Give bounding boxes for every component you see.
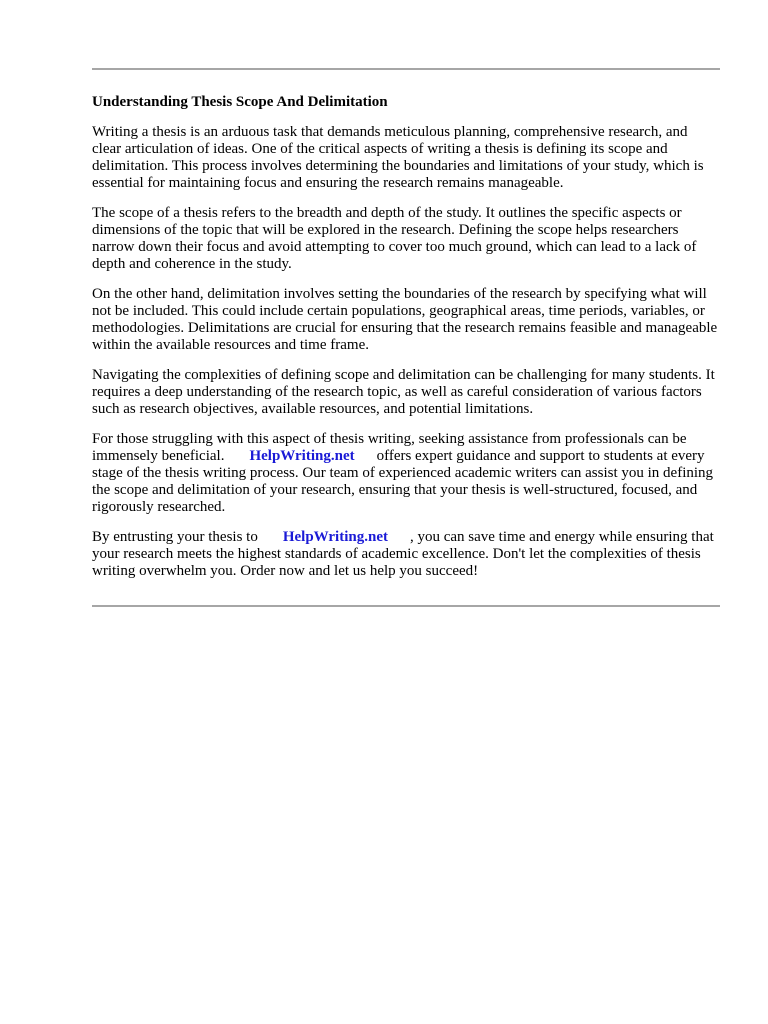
paragraph-6-text-before: By entrusting your thesis to	[92, 529, 258, 545]
paragraph-2: The scope of a thesis refers to the breadth and depth of the study. It outlines the specific aspects or dimensions of the topic that will be explored in the research. Defining the scope helps researchers narrow down their focus and avoid attempting to cover too much ground, which can lead to a lack of depth and coherence in the study.	[92, 205, 697, 272]
document-heading: Understanding Thesis Scope And Delimitation	[92, 94, 388, 110]
paragraph-5-text-after: offers expert guidance and support to students at every stage of the thesis writing process. Our team of experienced academic writers can assist you in defining the scope and delimitation of your research, ensuring that your thesis is well-structured, focused, and rigorously researched.	[92, 448, 714, 515]
top-divider	[92, 68, 720, 70]
paragraph-5-text-before: For those struggling with this aspect of thesis writing, seeking assistance from professionals can be immensely beneficial.	[92, 431, 687, 464]
paragraph-5	[92, 431, 720, 516]
bottom-divider	[92, 605, 720, 607]
paragraph-6	[92, 529, 720, 580]
helpwriting-link-2[interactable]: HelpWriting.net	[282, 529, 388, 545]
paragraph-1: Writing a thesis is an arduous task that demands meticulous planning, comprehensive research, and clear articulation of ideas. One of the critical aspects of writing a thesis is defining its scope and delimitation. This process involves determining the boundaries and limitations of your study, which is essential for maintaining focus and ensuring the research remains manageable.	[92, 124, 704, 191]
paragraph-3: On the other hand, delimitation involves setting the boundaries of the research by specifying what will not be included. This could include certain populations, geographical areas, time periods, variables, or methodologies. Delimitations are crucial for ensuring that the research remains feasible and manageable within the available resources and time frame.	[92, 286, 718, 353]
paragraph-6-text-after: , you can save time and energy while ensuring that your research meets the highest standards of academic excellence. Don't let the complexities of thesis writing overwhelm you. Order now and let us help you succeed!	[92, 529, 714, 579]
document-page	[92, 68, 720, 607]
helpwriting-link[interactable]: HelpWriting.net	[249, 448, 355, 464]
paragraph-4: Navigating the complexities of defining scope and delimitation can be challenging for many students. It requires a deep understanding of the research topic, as well as careful consideration of various factors such as research objectives, available resources, and potential limitations.	[92, 367, 715, 417]
